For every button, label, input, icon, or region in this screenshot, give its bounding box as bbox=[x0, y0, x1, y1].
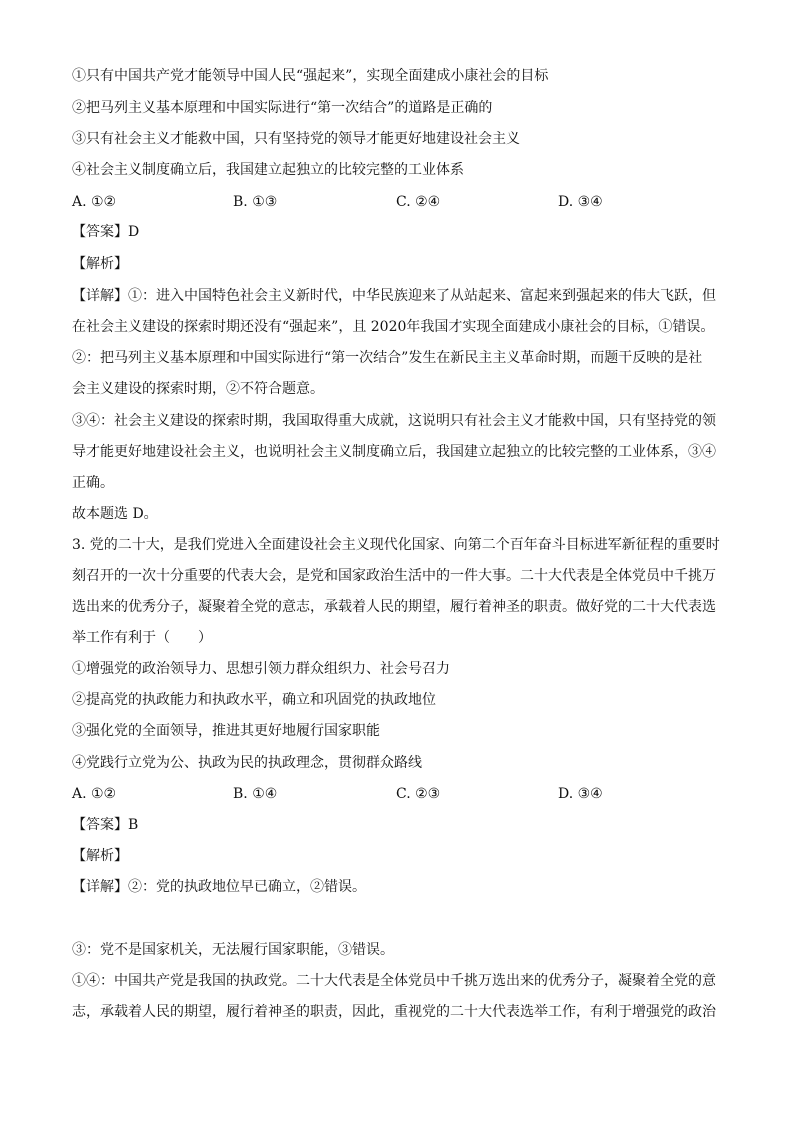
q2-answer: 【答案】D bbox=[72, 224, 140, 240]
q3-answer: 【答案】B bbox=[72, 817, 139, 833]
q3-stem-line-4: 举工作有利于（ ） bbox=[72, 630, 212, 646]
q3-stem-line-1: 3. 党的二十大，是我们党进入全面建设社会主义现代化国家、向第二个百年奋斗目标进军新征程的重要时 bbox=[72, 537, 720, 553]
q3-detail-line-2: ③：党不是国家机关，无法履行国家职能，③错误。 bbox=[72, 942, 394, 958]
q2-choice-1: ①只有中国共产党才能领导中国人民“强起来”，实现全面建成小康社会的目标 bbox=[72, 68, 549, 84]
q3-detail-line-1: 【详解】②：党的执政地位早已确立，②错误。 bbox=[72, 879, 366, 895]
q3-stem-line-3: 选出来的优秀分子，凝聚着全党的意志，承载着人民的期望，履行着神圣的职责。做好党的二十大代表选 bbox=[72, 599, 716, 615]
q2-option-a: A. ①② bbox=[72, 194, 117, 210]
q2-analysis-label: 【解析】 bbox=[72, 256, 128, 272]
q3-option-d: D. ③④ bbox=[558, 786, 603, 802]
q3-detail-line-3: ①④：中国共产党是我国的执政党。二十大代表是全体党员中千挑万选出来的优秀分子，凝聚着全党的意 bbox=[72, 973, 716, 989]
q3-stem-line-2: 刻召开的一次十分重要的代表大会，是党和国家政治生活中的一件大事。二十大代表是全体党员中千挑万 bbox=[72, 568, 716, 584]
q2-conclusion: 故本题选 D。 bbox=[72, 506, 158, 522]
q3-detail-line-4: 志，承载着人民的期望，履行着神圣的职责，因此，重视党的二十大代表选举工作，有利于增强党的政治 bbox=[72, 1004, 716, 1020]
q2-detail-line-6: 导才能更好地建设社会主义，也说明社会主义制度确立后，我国建立起独立的比较完整的工业体系，③④ bbox=[72, 444, 716, 460]
q3-option-b: B. ①④ bbox=[233, 786, 278, 802]
q3-option-c: C. ②③ bbox=[396, 786, 441, 802]
q2-choice-4: ④社会主义制度确立后，我国建立起独立的比较完整的工业体系 bbox=[72, 162, 464, 178]
q3-option-a: A. ①② bbox=[72, 786, 117, 802]
q2-detail-line-2: 在社会主义建设的探索时期还没有“强起来”，且 2020年我国才实现全面建成小康社会的目标，①错误。 bbox=[72, 319, 715, 335]
q2-options-row bbox=[72, 192, 732, 212]
q2-option-b: B. ①③ bbox=[233, 194, 278, 210]
q2-detail-line-1: 【详解】①：进入中国特色社会主义新时代，中华民族迎来了从站起来、富起来到强起来的伟大飞跃，但 bbox=[72, 288, 716, 304]
q3-analysis-label: 【解析】 bbox=[72, 848, 128, 864]
q2-detail-line-7: 正确。 bbox=[72, 475, 114, 491]
q3-choice-4: ④党践行立党为公、执政为民的执政理念，贯彻群众路线 bbox=[72, 755, 422, 771]
q2-choice-3: ③只有社会主义才能救中国，只有坚持党的领导才能更好地建设社会主义 bbox=[72, 131, 520, 147]
q2-detail-line-4: 会主义建设的探索时期，②不符合题意。 bbox=[72, 381, 324, 397]
q2-option-d: D. ③④ bbox=[558, 194, 603, 210]
q2-detail-line-5: ③④：社会主义建设的探索时期，我国取得重大成就，这说明只有社会主义才能救中国，只有坚持党的领 bbox=[72, 413, 716, 429]
q3-choice-1: ①增强党的政治领导力、思想引领力群众组织力、社会号召力 bbox=[72, 661, 450, 677]
q3-choice-3: ③强化党的全面领导，推进其更好地履行国家职能 bbox=[72, 723, 380, 739]
q2-choice-2: ②把马列主义基本原理和中国实际进行“第一次结合”的道路是正确的 bbox=[72, 100, 493, 116]
q2-option-c: C. ②④ bbox=[396, 194, 441, 210]
q2-detail-line-3: ②：把马列主义基本原理和中国实际进行“第一次结合”发生在新民主主义革命时期，而题干反映的是社 bbox=[72, 350, 703, 366]
q3-choice-2: ②提高党的执政能力和执政水平，确立和巩固党的执政地位 bbox=[72, 692, 436, 708]
q3-options-row bbox=[72, 784, 732, 804]
